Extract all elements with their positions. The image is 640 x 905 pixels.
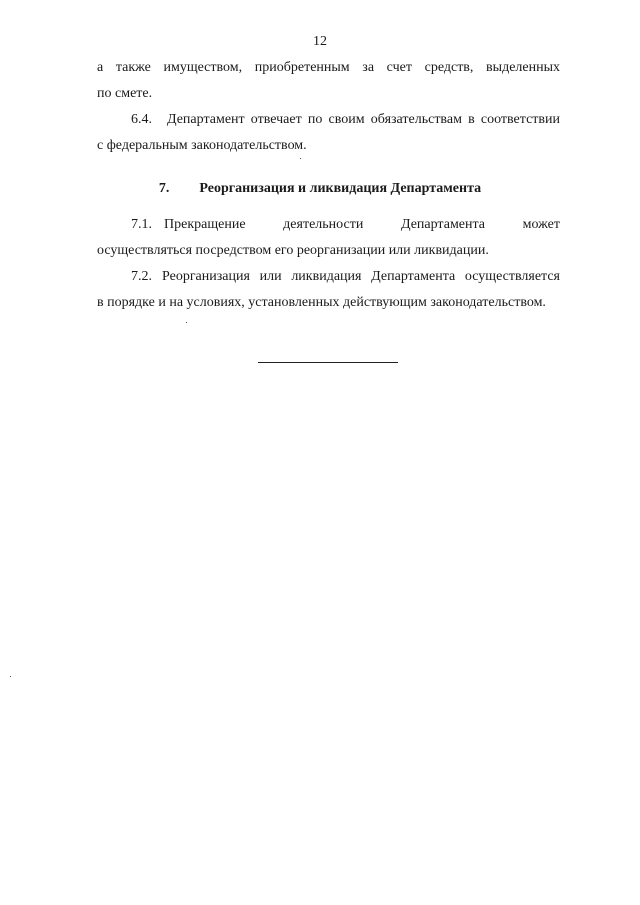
- section-heading: [0, 176, 640, 202]
- paragraph-line: в порядке и на условиях, установленных действующим законодательством.: [97, 295, 546, 310]
- paragraph-line: осуществляться посредством его реорганизации или ликвидации.: [97, 243, 489, 258]
- clause-text: Департамент отвечает по своим обязательствам в соответствии: [167, 112, 560, 127]
- scan-speck: [300, 158, 301, 159]
- clause-text: Реорганизация или ликвидация Департамента осуществляется: [162, 269, 560, 284]
- page-number: 12: [313, 34, 327, 49]
- clause-7-2: [97, 264, 560, 290]
- clause-number: 7.1.: [131, 217, 152, 232]
- clause-7-1: [97, 212, 560, 238]
- closing-rule: [258, 362, 398, 363]
- clause-text: Прекращение деятельности Департамента может: [164, 217, 560, 232]
- scan-speck: [186, 322, 187, 323]
- scan-speck: [10, 676, 11, 677]
- paragraph-line: по смете.: [97, 86, 153, 101]
- clause-6-4: [97, 107, 560, 133]
- clause-7-1-line: [131, 212, 560, 238]
- paragraph-line: а также имуществом, приобретенным за счет средств, выделенных: [97, 60, 560, 75]
- section-number: 7.: [158, 181, 170, 196]
- clause-number: 6.4.: [131, 112, 152, 127]
- paragraph-line: с федеральным законодательством.: [97, 138, 307, 153]
- clause-number: 7.2.: [131, 269, 152, 284]
- section-title: Реорганизация и ликвидация Департамента: [199, 181, 482, 196]
